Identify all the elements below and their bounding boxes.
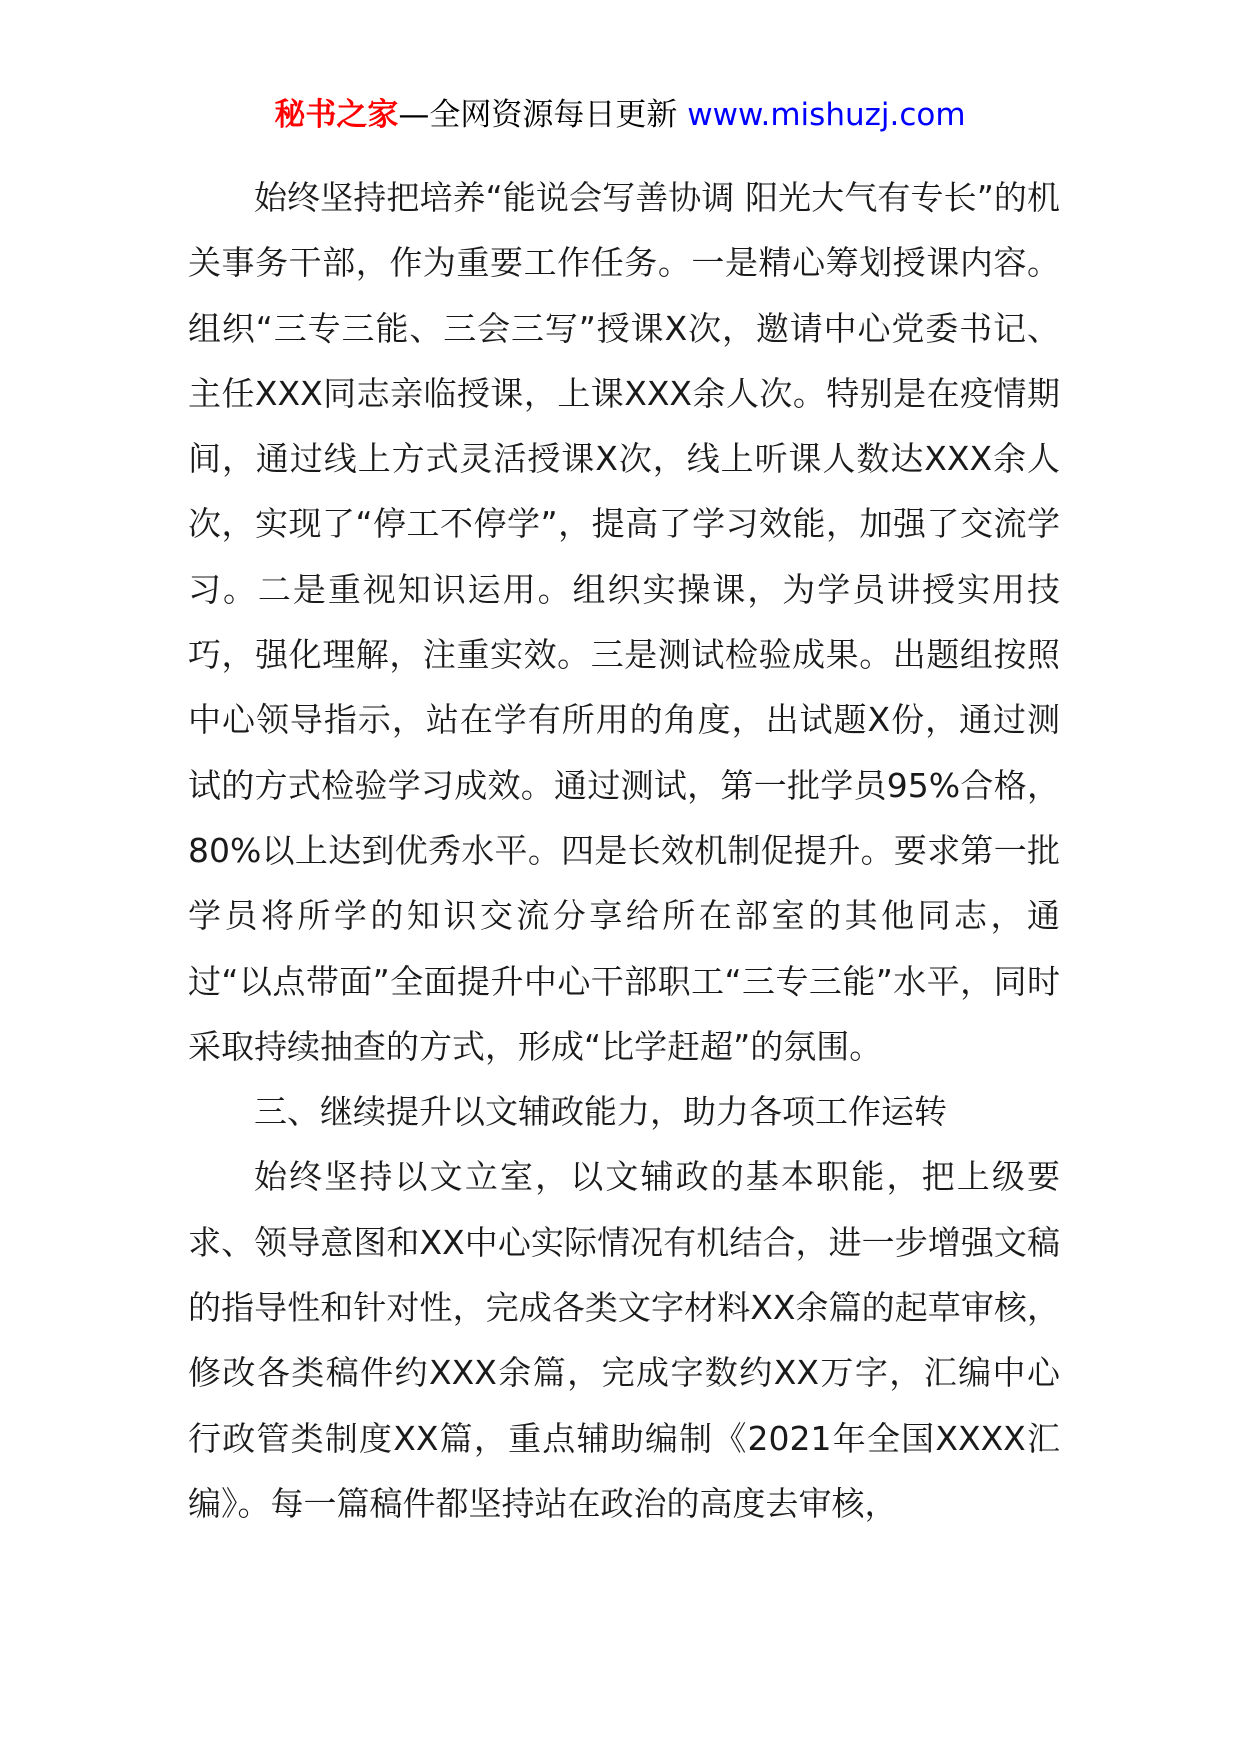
site-url-link[interactable]: www.mishuzj.com — [687, 97, 966, 133]
banner-tagline: —全网资源每日更新 — [398, 97, 688, 133]
body-paragraph-2: 始终坚持以文立室，以文辅政的基本职能，把上级要求、领导意图和XX中心实际情况有机结合，进一步增强文稿的指导性和针对性，完成各类文字材料XX余篇的起草审核，修改各类稿件约XXX余篇，完成字数约XX万字，汇编中心行政管类制度XX篇，重点辅助编制《2021年全国XXXX汇编》。每一篇稿件都坚持站在政治的高度去审核， — [188, 1157, 1060, 1523]
section-heading-3: 三、继续提升以文辅政能力，助力各项工作运转 — [254, 1092, 947, 1132]
brand-name: 秘书之家 — [274, 97, 399, 133]
document-body — [188, 165, 1060, 1536]
site-banner — [0, 90, 1240, 140]
body-paragraph-1: 始终坚持把培养“能说会写善协调 阳光大气有专长”的机关事务干部，作为重要工作任务。一是精心筹划授课内容。组织“三专三能、三会三写”授课X次，邀请中心党委书记、主任XXX同志亲临授课，上课XXX余人次。特别是在疫情期间，通过线上方式灵活授课X次，线上听课人数达XXX余人次，实现了“停工不停学”，提高了学习效能，加强了交流学习。二是重视知识运用。组织实操课，为学员讲授实用技巧，强化理解，注重实效。三是测试检验成果。出题组按照中心领导指示，站在学有所用的角度，出试题X份，通过测试的方式检验学习成效。通过测试，第一批学员95%合格，80%以上达到优秀水平。四是长效机制促提升。要求第一批学员将所学的知识交流分享给所在部室的其他同志，通过“以点带面”全面提升中心干部职工“三专三能”水平，同时采取持续抽查的方式，形成“比学赶超”的氛围。 — [188, 178, 1060, 1066]
